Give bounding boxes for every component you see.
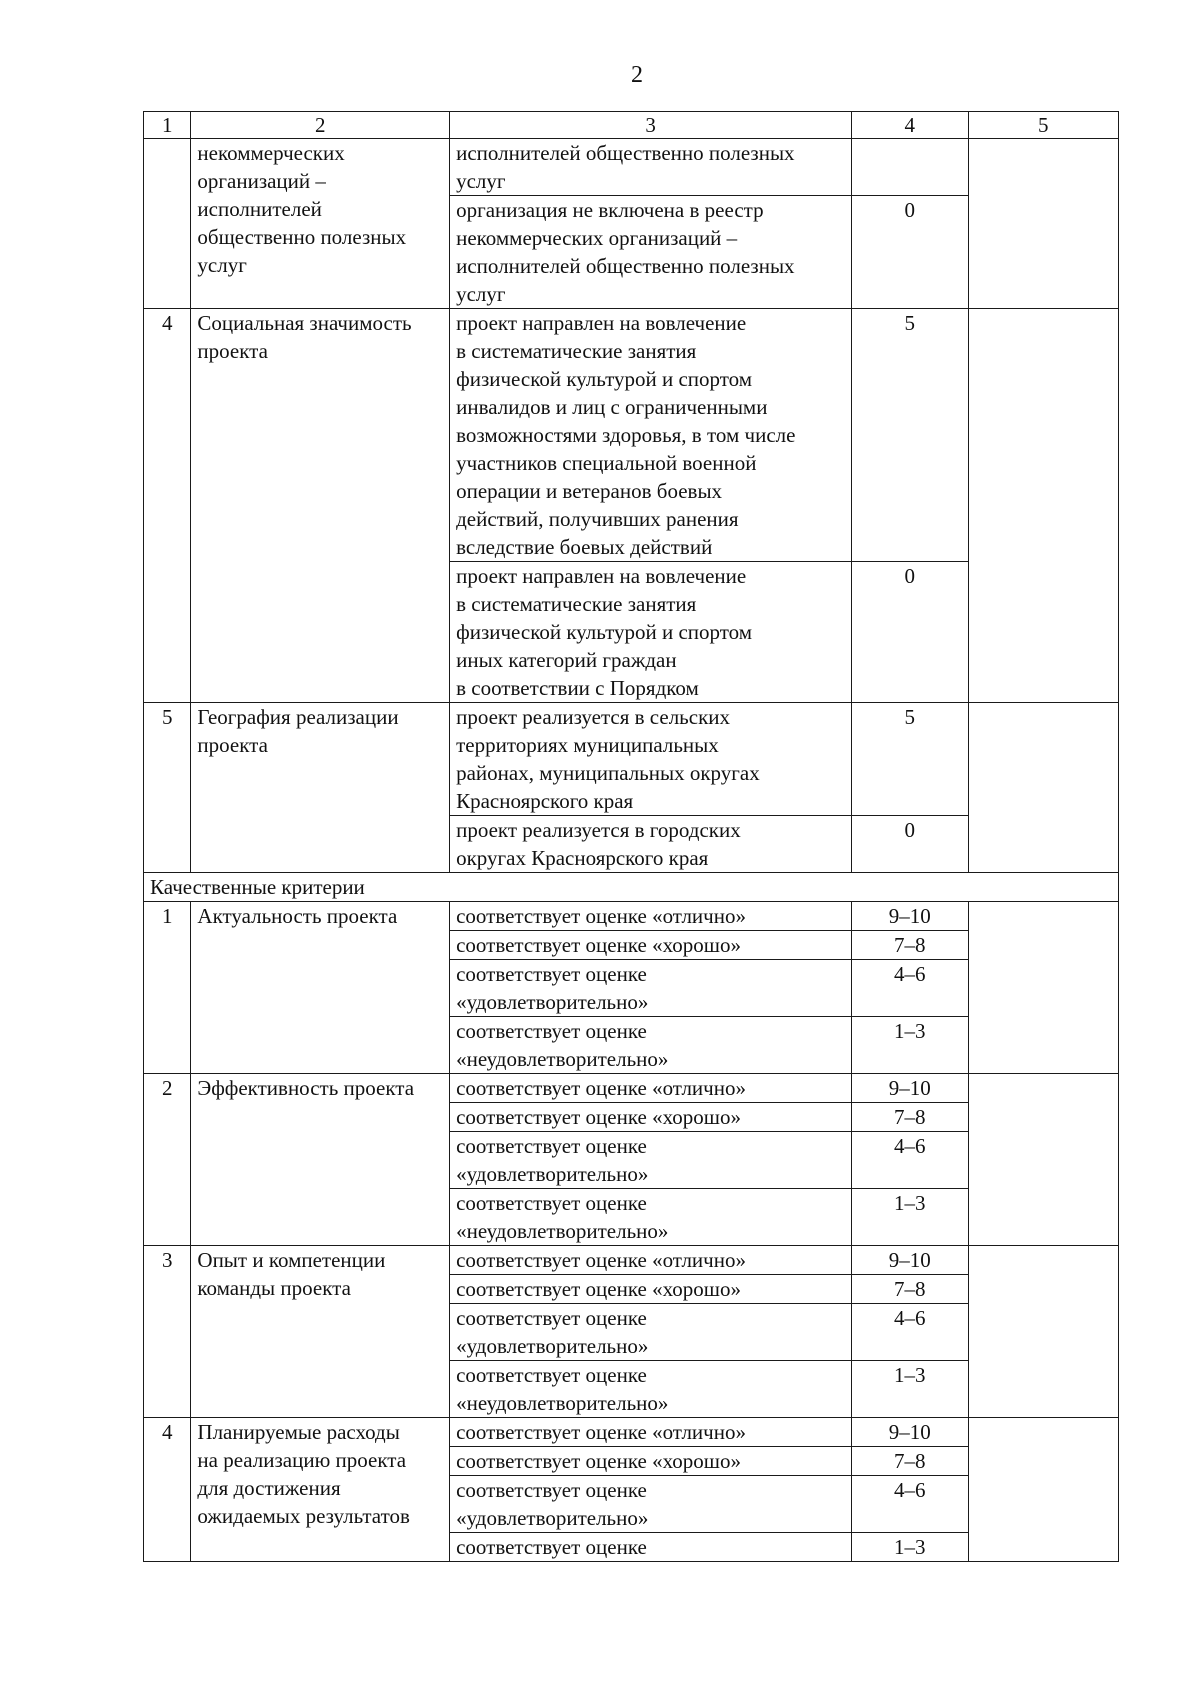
text-line: вследствие боевых действий: [456, 535, 713, 559]
header-cell: 5: [968, 112, 1119, 139]
rating-description: [450, 1017, 852, 1074]
notes-cell: [968, 139, 1119, 309]
criterion-row: [144, 1074, 1119, 1103]
score-cell: 0: [852, 816, 968, 873]
text-line: исполнителей общественно полезных: [456, 254, 795, 278]
text-line: Красноярского края: [456, 789, 634, 813]
text-line: проект реализуется в городских: [456, 818, 741, 842]
text-line: соответствует оценке «отлично»: [456, 1420, 746, 1444]
criterion-name: [191, 902, 450, 1074]
text-line: «удовлетворительно»: [456, 1506, 649, 1530]
text-line: районах, муниципальных округах: [456, 761, 760, 785]
score-cell: 9–10: [852, 902, 968, 931]
text-line: соответствует оценке: [456, 1363, 647, 1387]
criterion-name: [191, 703, 450, 873]
text-line: для достижения: [197, 1476, 341, 1500]
text-line: некоммерческих: [197, 141, 345, 165]
score-cell: 1–3: [852, 1017, 968, 1074]
rating-description: [450, 1189, 852, 1246]
rating-description: [450, 1447, 852, 1476]
criterion-number: 4: [144, 1418, 191, 1562]
text-line: некоммерческих организаций –: [456, 226, 738, 250]
text-line: соответствует оценке «отлично»: [456, 904, 746, 928]
criterion-name: [191, 309, 450, 703]
score-cell: 0: [852, 562, 968, 703]
criterion-name: [191, 1418, 450, 1562]
criterion-number: 1: [144, 902, 191, 1074]
criterion-number: 4: [144, 309, 191, 703]
criterion-number: 2: [144, 1074, 191, 1246]
score-cell: 4–6: [852, 1132, 968, 1189]
text-line: на реализацию проекта: [197, 1448, 407, 1472]
score-cell: 7–8: [852, 931, 968, 960]
text-line: услуг: [197, 253, 247, 277]
text-line: действий, получивших ранения: [456, 507, 739, 531]
text-line: физической культурой и спортом: [456, 367, 753, 391]
text-line: «неудовлетворительно»: [456, 1219, 669, 1243]
text-line: «удовлетворительно»: [456, 1334, 649, 1358]
score-cell: 4–6: [852, 1476, 968, 1533]
score-cell: 5: [852, 309, 968, 562]
criterion-name: [191, 1246, 450, 1418]
text-line: исполнителей: [197, 197, 322, 221]
text-line: услуг: [456, 169, 506, 193]
text-line: проекта: [197, 733, 268, 757]
text-line: организация не включена в реестр: [456, 198, 764, 222]
rating-description: [450, 309, 852, 562]
text-line: Планируемые расходы: [197, 1420, 400, 1444]
score-cell: 1–3: [852, 1361, 968, 1418]
rating-description: [450, 1476, 852, 1533]
score-cell: 0: [852, 196, 968, 309]
score-cell: 1–3: [852, 1189, 968, 1246]
text-line: соответствует оценке: [456, 1535, 647, 1559]
text-line: соответствует оценке «хорошо»: [456, 1105, 741, 1129]
score-cell: 4–6: [852, 960, 968, 1017]
criterion-row: [144, 1246, 1119, 1275]
rating-description: [450, 196, 852, 309]
score-cell: 9–10: [852, 1418, 968, 1447]
text-line: «неудовлетворительно»: [456, 1047, 669, 1071]
rating-description: [450, 931, 852, 960]
criterion-number: 5: [144, 703, 191, 873]
rating-description: [450, 1304, 852, 1361]
criterion-number: [144, 139, 191, 309]
text-line: инвалидов и лиц с ограниченными: [456, 395, 768, 419]
rating-description: [450, 1246, 852, 1275]
text-line: соответствует оценке: [456, 1134, 647, 1158]
header-cell: 1: [144, 112, 191, 139]
text-line: участников специальной военной: [456, 451, 757, 475]
text-line: проект направлен на вовлечение: [456, 311, 747, 335]
text-line: соответствует оценке «отлично»: [456, 1076, 746, 1100]
header-cell: 3: [450, 112, 852, 139]
rating-description: [450, 703, 852, 816]
rating-description: [450, 816, 852, 873]
text-line: соответствует оценке: [456, 1191, 647, 1215]
notes-cell: [968, 902, 1119, 1074]
score-cell: 1–3: [852, 1533, 968, 1562]
criteria-table: [143, 111, 1119, 1562]
rating-description: [450, 1275, 852, 1304]
text-line: операции и ветеранов боевых: [456, 479, 723, 503]
text-line: физической культурой и спортом: [456, 620, 753, 644]
text-line: соответствует оценке «хорошо»: [456, 1449, 741, 1473]
rating-description: [450, 960, 852, 1017]
criterion-row: [144, 309, 1119, 562]
score-cell: 7–8: [852, 1275, 968, 1304]
notes-cell: [968, 1246, 1119, 1418]
rating-description: [450, 1361, 852, 1418]
notes-cell: [968, 309, 1119, 703]
text-line: возможностями здоровья, в том числе: [456, 423, 796, 447]
criterion-row: [144, 902, 1119, 931]
rating-description: [450, 1533, 852, 1562]
text-line: проект реализуется в сельских: [456, 705, 731, 729]
section-title: Качественные критерии: [144, 873, 1119, 902]
text-line: «удовлетворительно»: [456, 990, 649, 1014]
text-line: ожидаемых результатов: [197, 1504, 410, 1528]
text-line: соответствует оценке «отлично»: [456, 1248, 746, 1272]
text-line: в систематические занятия: [456, 339, 697, 363]
notes-cell: [968, 703, 1119, 873]
rating-description: [450, 562, 852, 703]
text-line: услуг: [456, 282, 506, 306]
rating-description: [450, 1074, 852, 1103]
text-line: «неудовлетворительно»: [456, 1391, 669, 1415]
section-row: [144, 873, 1119, 902]
criterion-row: [144, 139, 1119, 196]
criterion-row: [144, 1418, 1119, 1447]
text-line: соответствует оценке: [456, 962, 647, 986]
text-line: «удовлетворительно»: [456, 1162, 649, 1186]
text-line: команды проекта: [197, 1276, 351, 1300]
rating-description: [450, 1418, 852, 1447]
header-row: [144, 112, 1119, 139]
rating-description: [450, 1132, 852, 1189]
text-line: в соответствии с Порядком: [456, 676, 699, 700]
header-cell: 2: [191, 112, 450, 139]
text-line: соответствует оценке «хорошо»: [456, 1277, 741, 1301]
text-line: соответствует оценке: [456, 1478, 647, 1502]
text-line: организаций –: [197, 169, 326, 193]
criteria-table-body: [144, 112, 1119, 1562]
text-line: в систематические занятия: [456, 592, 697, 616]
header-cell: 4: [852, 112, 968, 139]
text-line: округах Красноярского края: [456, 846, 709, 870]
criterion-name: [191, 1074, 450, 1246]
score-cell: 9–10: [852, 1246, 968, 1275]
page-number: 2: [631, 62, 643, 88]
score-cell: [852, 139, 968, 196]
criterion-name: [191, 139, 450, 309]
text-line: Социальная значимость: [197, 311, 412, 335]
text-line: Актуальность проекта: [197, 904, 398, 928]
text-line: соответствует оценке «хорошо»: [456, 933, 741, 957]
text-line: Опыт и компетенции: [197, 1248, 386, 1272]
text-line: общественно полезных: [197, 225, 407, 249]
score-cell: 9–10: [852, 1074, 968, 1103]
criterion-number: 3: [144, 1246, 191, 1418]
notes-cell: [968, 1418, 1119, 1562]
rating-description: [450, 1103, 852, 1132]
score-cell: 7–8: [852, 1103, 968, 1132]
text-line: проект направлен на вовлечение: [456, 564, 747, 588]
score-cell: 5: [852, 703, 968, 816]
notes-cell: [968, 1074, 1119, 1246]
text-line: География реализации: [197, 705, 399, 729]
score-cell: 4–6: [852, 1304, 968, 1361]
text-line: исполнителей общественно полезных: [456, 141, 795, 165]
text-line: Эффективность проекта: [197, 1076, 415, 1100]
rating-description: [450, 139, 852, 196]
rating-description: [450, 902, 852, 931]
criterion-row: [144, 703, 1119, 816]
text-line: территориях муниципальных: [456, 733, 719, 757]
text-line: соответствует оценке: [456, 1019, 647, 1043]
text-line: соответствует оценке: [456, 1306, 647, 1330]
text-line: иных категорий граждан: [456, 648, 677, 672]
text-line: проекта: [197, 339, 268, 363]
score-cell: 7–8: [852, 1447, 968, 1476]
